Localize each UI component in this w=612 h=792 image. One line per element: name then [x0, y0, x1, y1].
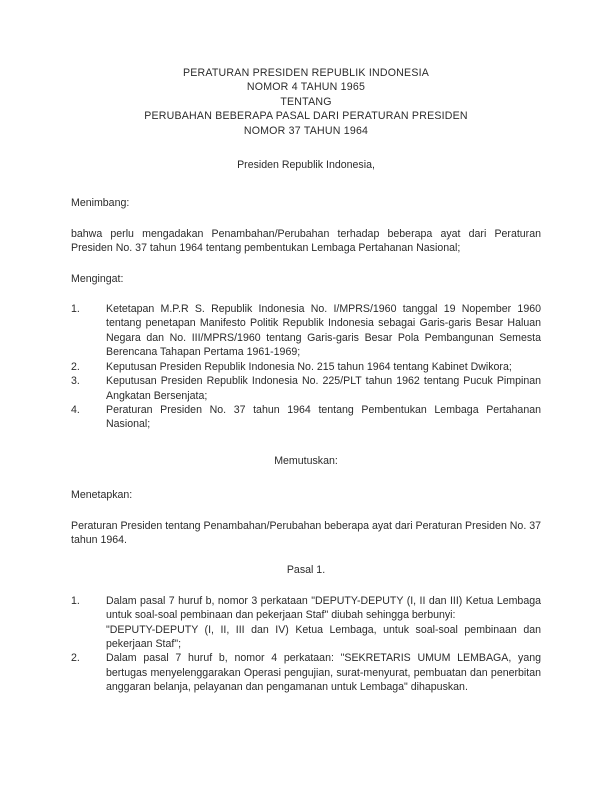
article-heading: Pasal 1. [286, 564, 326, 577]
spacer [71, 172, 541, 196]
list-item-number: 2. [71, 360, 80, 373]
list-item [71, 594, 541, 652]
list-item [71, 360, 541, 374]
recalling-list [71, 302, 541, 432]
list-item-number: 1. [71, 594, 80, 607]
list-item-text-main: Dalam pasal 7 huruf b, nomor 3 perkataan "DEPUTY-DEPUTY (I, II dan III) Ketua Lembaga untuk soal-soal pembinaan dan pekerjaan Staf" diubah sehingga berbunyi: [106, 594, 541, 622]
list-item-text-continuation: "DEPUTY-DEPUTY (I, II, III dan IV) Ketua Lembaga, untuk soal-soal pembinaan dan pekerjaan Staf"; [106, 623, 541, 650]
spacer [71, 256, 541, 272]
list-item [71, 403, 541, 432]
issuing-authority: Presiden Republik Indonesia, [237, 159, 375, 172]
document-header [71, 66, 541, 138]
header-line-subject: PERUBAHAN BEBERAPA PASAL DARI PERATURAN PRESIDEN [144, 110, 468, 123]
spacer [71, 578, 541, 594]
list-item-text: Keputusan Presiden Republik Indonesia No. 215 tahun 1964 tentang Kabinet Dwikora; [106, 360, 512, 373]
stipulating-label: Menetapkan: [71, 489, 133, 502]
document-content [71, 66, 541, 695]
spacer [71, 468, 541, 488]
stipulating-body: Peraturan Presiden tentang Penambahan/Perubahan beberapa ayat dari Peraturan Presiden No. 37 tahun 1964. [71, 519, 541, 546]
considering-label: Menimbang: [71, 197, 130, 210]
list-item-number: 2. [71, 652, 80, 665]
list-item-text: Ketetapan M.P.R S. Republik Indonesia No. I/MPRS/1960 tanggal 19 Nopember 1960 tentang penetapan Manifesto Politik Republik Indonesia sebagai Garis-garis Besar Haluan Negara dan No. III/MPRS/1960 tentang Garis-garis Besar Pola Pembangunan Semesta Berencana Tahapan Pertama 1961-1969; [106, 303, 541, 359]
list-item-text-main: Dalam pasal 7 huruf b, nomor 4 perkataan: "SEKRETARIS UMUM LEMBAGA, yang bertugas menyelenggarakan Operasi pengujian, surat-menyurat, pembuatan dan penerbitan anggaran belanja, pelayanan dan pengamanan untuk Lembaga" dihapuskan. [106, 652, 541, 694]
article-list [71, 594, 541, 695]
list-item-number: 1. [71, 303, 80, 316]
spacer [71, 547, 541, 563]
list-item-text [106, 594, 541, 652]
spacer [71, 432, 541, 454]
list-item-text: Peraturan Presiden No. 37 tahun 1964 tentang Pembentukan Lembaga Pertahanan Nasional; [106, 403, 541, 431]
header-line-source-number: NOMOR 37 TAHUN 1964 [243, 124, 369, 137]
recalling-label: Mengingat: [71, 272, 124, 285]
list-item [71, 651, 541, 694]
list-item [71, 374, 541, 403]
spacer [71, 503, 541, 519]
spacer [71, 286, 541, 302]
header-line-tentang: TENTANG [280, 95, 332, 108]
list-item-text: Keputusan Presiden Republik Indonesia No. 225/PLT tahun 1962 tentang Pucuk Pimpinan Angkatan Bersenjata; [106, 375, 541, 402]
list-item-number: 3. [71, 375, 80, 388]
list-item-number: 4. [71, 403, 80, 416]
spacer [71, 211, 541, 227]
header-line-title: PERATURAN PRESIDEN REPUBLIK INDONESIA [182, 67, 430, 79]
deciding-heading: Memutuskan: [274, 454, 338, 467]
list-item-text [106, 651, 541, 694]
list-item [71, 302, 541, 360]
header-line-number: NOMOR 4 TAHUN 1965 [246, 81, 366, 94]
spacer [71, 138, 541, 158]
considering-body: bahwa perlu mengadakan Penambahan/Perubahan terhadap beberapa ayat dari Peraturan Presiden No. 37 tahun 1964 tentang pembentukan Lembaga Pertahanan Nasional; [71, 227, 541, 255]
